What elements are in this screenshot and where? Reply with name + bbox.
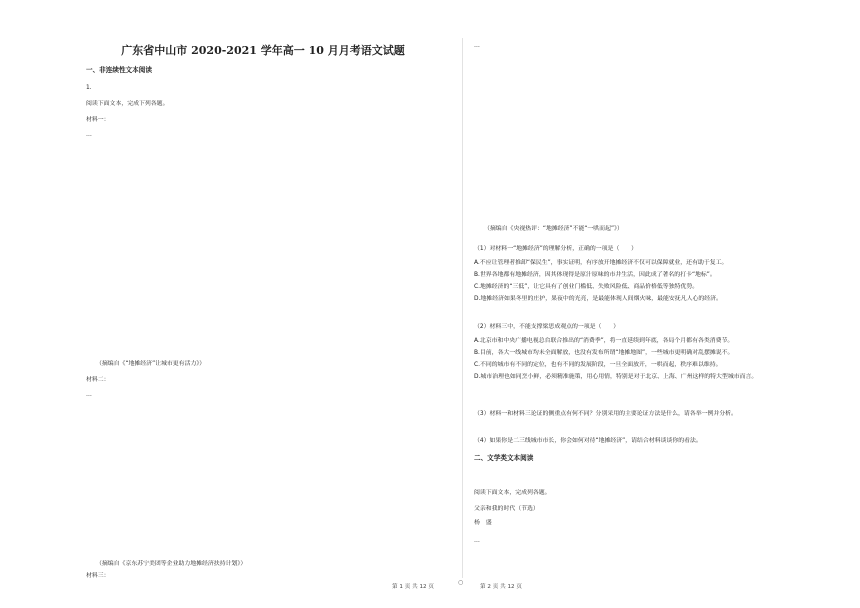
section-heading-2: 二、文学类文本阅读	[474, 454, 534, 462]
page-divider	[462, 38, 463, 578]
material-1-source: （摘编自《“地摊经济”让城市更有活力》）	[96, 361, 206, 367]
material-2-label: 材料二：	[86, 377, 110, 383]
material-1-paragraphs: …	[86, 132, 92, 138]
section-heading-1: 一、非连续性文本阅读	[86, 66, 152, 74]
material-2-source: （摘编自《京东苏宁美团等企业助力地摊经济扶持计划》）	[96, 561, 247, 567]
literature-paragraphs: …	[474, 538, 480, 544]
material-1-label: 材料一：	[86, 117, 110, 123]
material-3-label: 材料三：	[86, 573, 110, 579]
reading-instruction: 阅读下面文本，完成下列各题。	[86, 101, 169, 107]
material-3-source: （摘编自《央视热评：“地摊经济”不能“一哄而起”》）	[484, 226, 623, 232]
question-2-stem: （2）材料三中，不能支撑梁思成观点的一项是（ ）	[474, 324, 620, 330]
exam-title: 广东省中山市 2020-2021 学年高一 10 月月考语文试题	[121, 44, 405, 57]
question-4-stem: （4）如果你是二三线城市市长，你会如何对待“地摊经济”，请结合材料谈谈你的看法。	[474, 438, 702, 444]
literature-author: 杨 盛	[474, 520, 492, 526]
question-3-stem: （3）材料一和材料三论证的侧重点有何不同？分别采用的主要论证方法是什么，请各举一例并分析。	[474, 411, 737, 417]
page-2	[474, 0, 846, 608]
page-2-footer: 第 2 页 共 12 页	[480, 584, 522, 590]
material-3-paragraphs: …	[474, 43, 480, 49]
page-1-footer: 第 1 页 共 12 页	[392, 584, 434, 590]
question-2-option-b: B.目前，各大一线城市均未全面解放，也没有发布所谓“地摊地图”，一些城市更明确对乱摆摊说不。	[474, 350, 734, 356]
question-1-stem: （1）对材料一“地摊经济”的理解分析，正确的一项是（ ）	[474, 246, 638, 252]
question-1-option-b: B.世界各地都有地摊经济，因其体现得是原汁原味的市井生活，因此成了著名的打卡“地标”。	[474, 272, 716, 278]
question-1-option-a: A.不应让管理者推卸“保民生”，事实证明，有序放开地摊经济不仅可以保障就业，还有助于复工。	[474, 260, 728, 266]
literature-title: 父亲和我的时代（节选）	[474, 506, 539, 512]
page-1	[86, 0, 440, 608]
question-2-option-a: A.北京市和中央广播电视总台联合推出的“消费季”，将一直延续到年底，各局个月都有各类消费节。	[474, 338, 734, 344]
question-number: 1.	[86, 85, 92, 91]
question-1-option-d: D.地摊经济如果冬里的庄护，果夜中的光亮，是最能体现人间烟火味，最能安抚凡人心的经济。	[474, 296, 722, 302]
question-2-option-d: D.城市治理也如同烹小鲜，必须精准施策，用心用情，特别是对于北京、上海、广州这样的特大型城市而言。	[474, 374, 758, 380]
question-1-option-c: C.地摊经济的“三低”，让它具有了创业门槛低、失败风险低、商品价格低等独特优势。	[474, 284, 699, 290]
material-2-paragraphs: …	[86, 392, 92, 398]
question-2-option-c: C.不同的城市有不同的定位，也有不同的发展阶段，一旦全面放开，一哄而起，秩序难以维持。	[474, 362, 722, 368]
page-separator-mark: ○	[458, 579, 464, 586]
literature-instruction: 阅读下面文本，完成列各题。	[474, 490, 551, 496]
